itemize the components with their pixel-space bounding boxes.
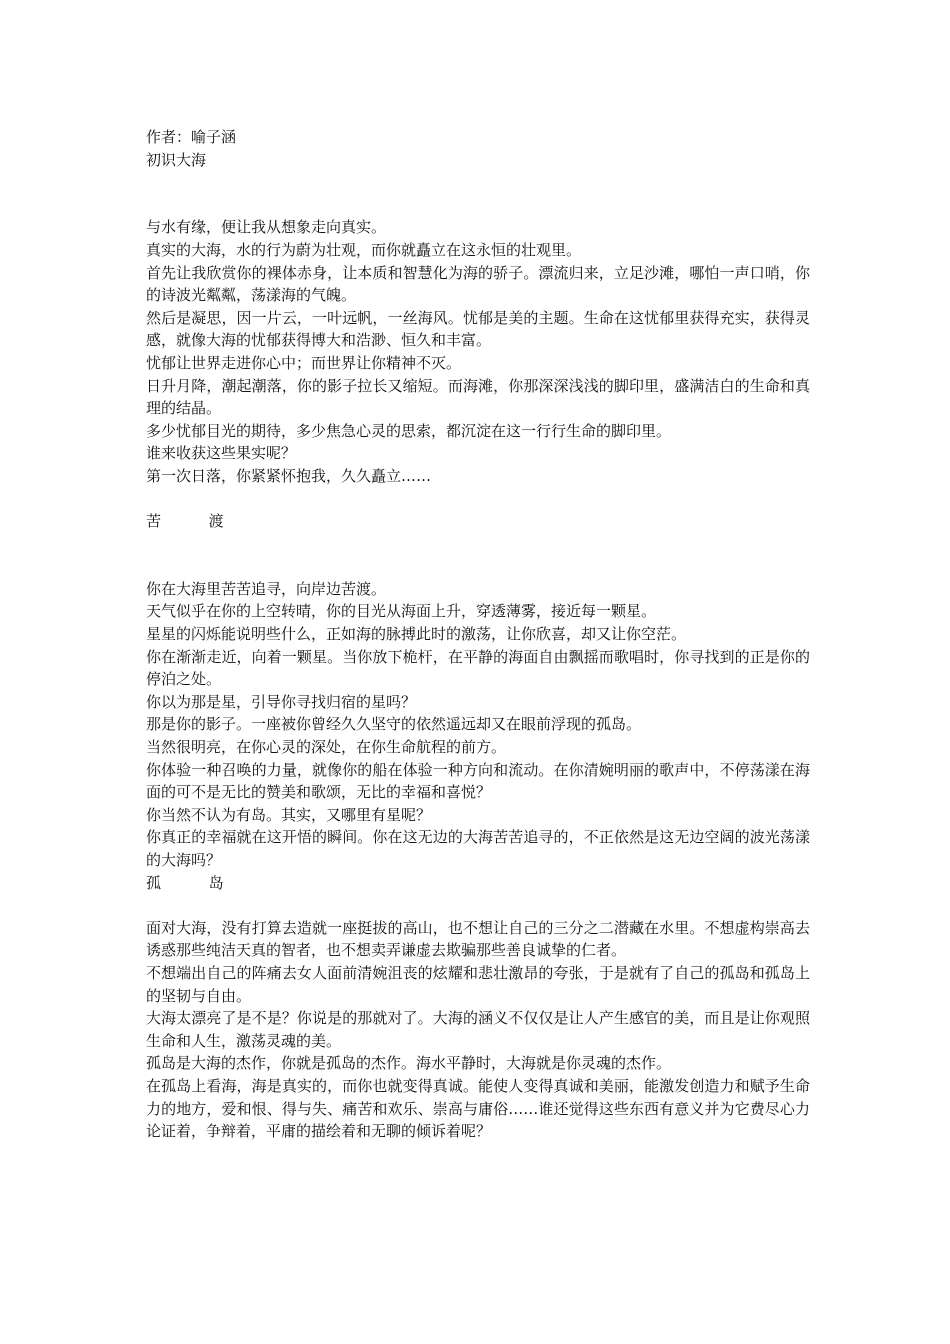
section-title-2: 苦 渡 bbox=[146, 512, 224, 531]
blank-line bbox=[146, 194, 810, 217]
paragraph: 首先让我欣赏你的裸体赤身，让本质和智慧化为海的骄子。漂流归来，立足沙滩，哪怕一声口哨，你的诗波光粼粼，荡漾海的气魄。 bbox=[146, 263, 810, 305]
section-title-3: 孤 岛 bbox=[146, 873, 224, 892]
paragraph: 谁来收获这些果实呢？ bbox=[146, 444, 297, 463]
paragraph: 你当然不认为有岛。其实，又哪里有星呢？ bbox=[146, 805, 432, 824]
blank-line bbox=[146, 894, 810, 917]
author-line: 作者：喻子涵 bbox=[146, 128, 237, 146]
paragraph: 日升月降，潮起潮落，你的影子拉长又缩短。而海滩，你那深深浅浅的脚印里，盛满洁白的生命和真理的结晶。 bbox=[146, 376, 810, 418]
document-body bbox=[146, 126, 810, 1143]
paragraph: 第一次日落，你紧紧怀抱我，久久矗立…… bbox=[146, 466, 432, 485]
paragraph: 孤岛是大海的杰作，你就是孤岛的杰作。海水平静时，大海就是你灵魂的杰作。 bbox=[146, 1054, 672, 1073]
paragraph: 多少忧郁目光的期待，多少焦急心灵的思索，都沉淀在这一行行生命的脚印里。 bbox=[146, 421, 672, 440]
paragraph: 忧郁让世界走进你心中；而世界让你精神不灭。 bbox=[146, 353, 462, 372]
paragraph: 大海太漂亮了是不是？你说是的那就对了。大海的涵义不仅仅是让人产生感官的美，而且是让你观照生命和人生，激荡灵魂的美。 bbox=[146, 1009, 810, 1050]
paragraph: 你在大海里苦苦追寻，向岸边苦渡。 bbox=[146, 579, 387, 598]
paragraph: 那是你的影子。一座被你曾经久久坚守的依然遥远却又在眼前浮现的孤岛。 bbox=[146, 715, 642, 734]
paragraph: 你体验一种召唤的力量，就像你的船在体验一种方向和流动。在你清婉明丽的歌声中，不停荡漾在海面的可不是无比的赞美和歌颂，无比的幸福和喜悦？ bbox=[146, 760, 810, 802]
blank-line bbox=[146, 555, 810, 578]
paragraph: 与水有缘，便让我从想象走向真实。 bbox=[146, 218, 387, 237]
paragraph: 真实的大海，水的行为蔚为壮观，而你就矗立在这永恒的壮观里。 bbox=[146, 240, 582, 259]
paragraph: 不想端出自己的阵痛去女人面前清婉沮丧的炫耀和悲壮激昂的夸张，于是就有了自己的孤岛和孤岛上的坚韧与自由。 bbox=[146, 963, 810, 1005]
paragraph: 在孤岛上看海，海是真实的，而你也就变得真诚。能使人变得真诚和美丽，能激发创造力和赋予生命力的地方，爱和恨、得与失、痛苦和欢乐、崇高与庸俗……谁还觉得这些东西有意义并为它费尽心力论证着，争辩着，平庸的描绘着和无聊的倾诉着呢？ bbox=[146, 1076, 810, 1141]
paragraph: 然后是凝思，因一片云，一叶远帆，一丝海风。忧郁是美的主题。生命在这忧郁里获得充实，获得灵感，就像大海的忧郁获得博大和浩渺、恒久和丰富。 bbox=[146, 308, 810, 350]
paragraph: 星星的闪烁能说明些什么，正如海的脉搏此时的激荡，让你欣喜，却又让你空茫。 bbox=[146, 625, 687, 644]
paragraph: 你以为那是星，引导你寻找归宿的星吗？ bbox=[146, 692, 417, 711]
blank-line bbox=[146, 488, 810, 511]
paragraph: 你在渐渐走近，向着一颗星。当你放下桅杆，在平静的海面自由飘摇而歌唱时，你寻找到的正是你的停泊之处。 bbox=[146, 647, 810, 689]
paragraph: 面对大海，没有打算去造就一座挺拔的高山，也不想让自己的三分之二潜藏在水里。不想虚构崇高去诱惑那些纯洁天真的智者，也不想卖弄谦虚去欺骗那些善良诚挚的仁者。 bbox=[146, 918, 810, 960]
blank-line bbox=[146, 533, 810, 556]
blank-line bbox=[146, 171, 810, 194]
paragraph: 天气似乎在你的上空转晴，你的目光从海面上升，穿透薄雾，接近每一颗星。 bbox=[146, 602, 657, 621]
paragraph: 你真正的幸福就在这开悟的瞬间。你在这无边的大海苦苦追寻的，不正依然是这无边空阔的波光荡漾的大海吗？ bbox=[146, 828, 810, 869]
paragraph: 当然很明亮，在你心灵的深处，在你生命航程的前方。 bbox=[146, 738, 507, 757]
section-title-1: 初识大海 bbox=[146, 150, 207, 169]
